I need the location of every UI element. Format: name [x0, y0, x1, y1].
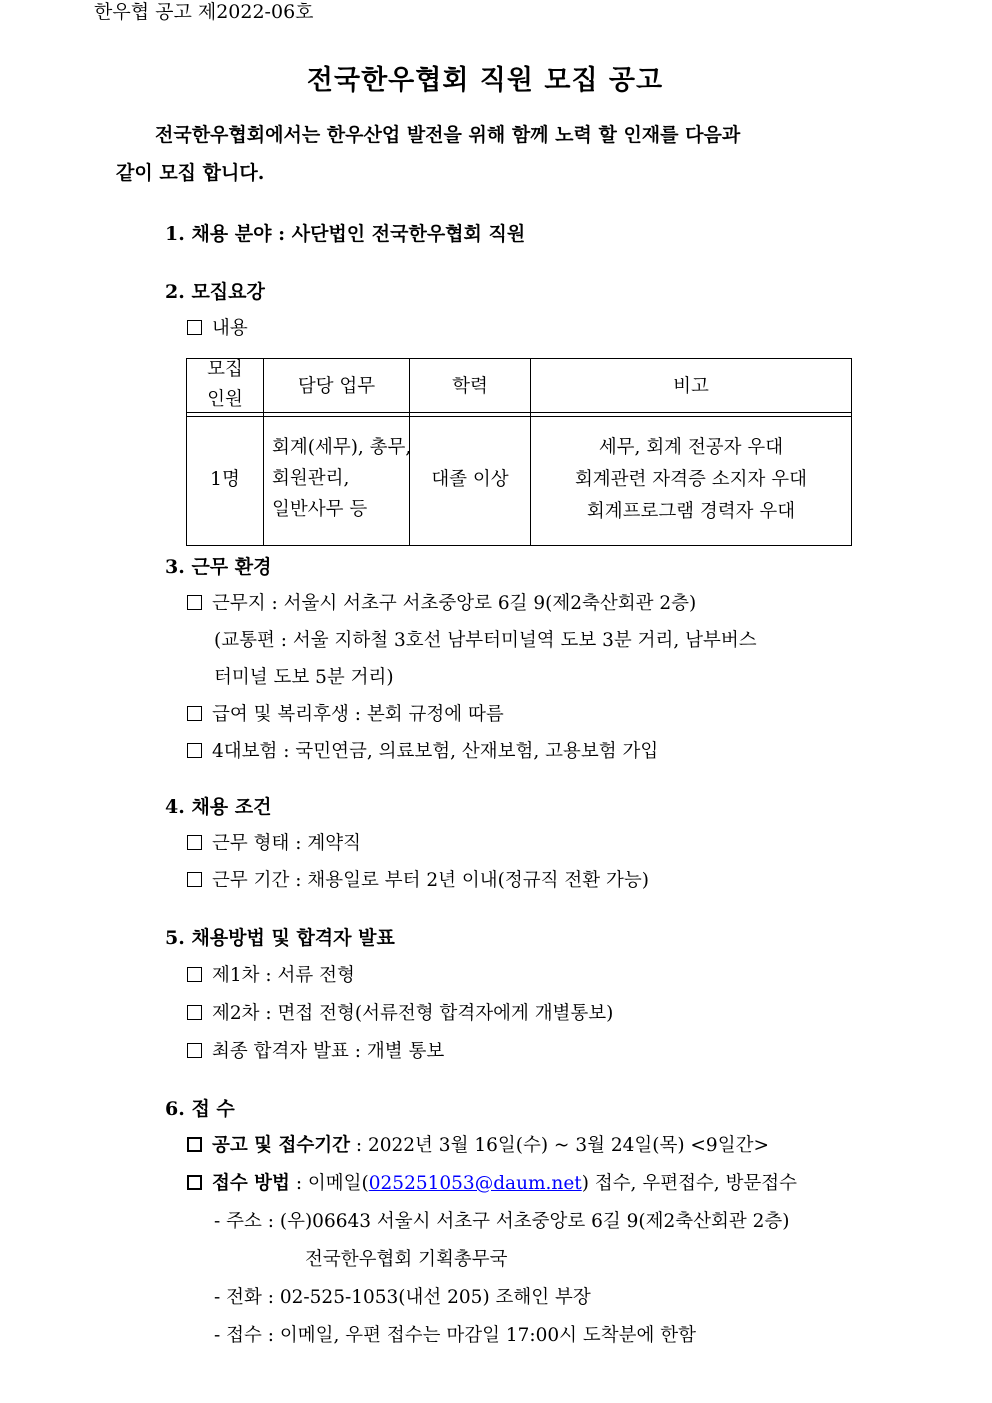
- checkbox-icon: [187, 706, 202, 721]
- section-3-item-1: 근무지 : 서울시 서초구 서초중앙로 6길 9(제2축산회관 2층): [187, 592, 696, 616]
- section-4-item-1: 근무 형태 : 계약직: [187, 832, 361, 856]
- reception-address-cont: 전국한우협회 기획총무국: [305, 1249, 508, 1270]
- checkbox-icon: [187, 835, 202, 850]
- cell-education: 대졸 이상: [431, 469, 509, 490]
- checkbox-icon: [187, 1175, 202, 1190]
- cell-note: 세무, 회계 전공자 우대 회계관련 자격증 소지자 우대 회계프로그램 경력자 우대: [574, 437, 808, 522]
- section-5-heading: 5. 채용방법 및 합격자 발표: [165, 927, 395, 949]
- cell-count: 1명: [210, 469, 240, 490]
- checkbox-icon: [187, 320, 202, 335]
- section-3-item-2: 급여 및 복리후생 : 본회 규정에 따름: [187, 703, 504, 727]
- document-title: 전국한우협회 직원 모집 공고: [306, 65, 664, 96]
- reception-period: 공고 및 접수기간 : 2022년 3월 16일(수) ~ 3월 24일(목) <9일간>: [187, 1134, 769, 1158]
- reception-method: 접수 방법 : 이메일(025251053@daum.net) 접수, 우편접수, 방문접수: [187, 1172, 797, 1196]
- email-link[interactable]: 025251053@daum.net: [368, 1173, 582, 1194]
- header-count: 모집 인원: [207, 359, 243, 410]
- header-note: 비고: [673, 376, 709, 397]
- section-2-sub: 내용: [187, 317, 248, 341]
- intro-line-1: 전국한우협회에서는 한우산업 발전을 위해 함께 노력 할 인재를 다음과: [155, 124, 741, 146]
- document-number: 한우협 공고 제2022-06호: [94, 1, 314, 23]
- header-duty: 담당 업무: [297, 376, 376, 397]
- section-4-heading: 4. 채용 조건: [165, 796, 272, 818]
- checkbox-icon: [187, 1137, 202, 1152]
- intro-line-2: 같이 모집 합니다.: [116, 162, 265, 184]
- cell-duty: 회계(세무), 총무, 회원관리, 일반사무 등: [272, 437, 412, 520]
- reception-deadline: - 접수 : 이메일, 우편 접수는 마감일 17:00시 도착분에 한함: [214, 1325, 697, 1346]
- section-3-item-1-cont-1: (교통편 : 서울 지하철 3호선 남부터미널역 도보 3분 거리, 남부버스: [214, 630, 757, 651]
- checkbox-icon: [187, 1043, 202, 1058]
- section-5-item-2: 제2차 : 면접 전형(서류전형 합격자에게 개별통보): [187, 1002, 613, 1026]
- section-3-item-1-cont-2: 터미널 도보 5분 거리): [214, 667, 394, 688]
- section-2-heading: 2. 모집요강: [165, 281, 265, 303]
- section-3-heading: 3. 근무 환경: [165, 556, 272, 578]
- reception-address: - 주소 : (우)06643 서울시 서초구 서초중앙로 6길 9(제2축산회관 2층): [214, 1211, 790, 1232]
- section-5-item-1: 제1차 : 서류 전형: [187, 964, 355, 988]
- checkbox-icon: [187, 743, 202, 758]
- reception-phone: - 전화 : 02-525-1053(내선 205) 조해인 부장: [214, 1287, 591, 1308]
- checkbox-icon: [187, 595, 202, 610]
- section-4-item-2: 근무 기간 : 채용일로 부터 2년 이내(정규직 전환 가능): [187, 869, 649, 893]
- section-3-item-3: 4대보험 : 국민연금, 의료보험, 산재보험, 고용보험 가입: [187, 740, 658, 764]
- section-5-item-3: 최종 합격자 발표 : 개별 통보: [187, 1040, 444, 1064]
- checkbox-icon: [187, 1005, 202, 1020]
- header-education: 학력: [452, 376, 488, 397]
- checkbox-icon: [187, 967, 202, 982]
- section-1-heading: 1. 채용 분야 : 사단법인 전국한우협회 직원: [165, 223, 526, 245]
- recruitment-table: [186, 358, 852, 546]
- checkbox-icon: [187, 872, 202, 887]
- section-6-heading: 6. 접 수: [165, 1098, 235, 1120]
